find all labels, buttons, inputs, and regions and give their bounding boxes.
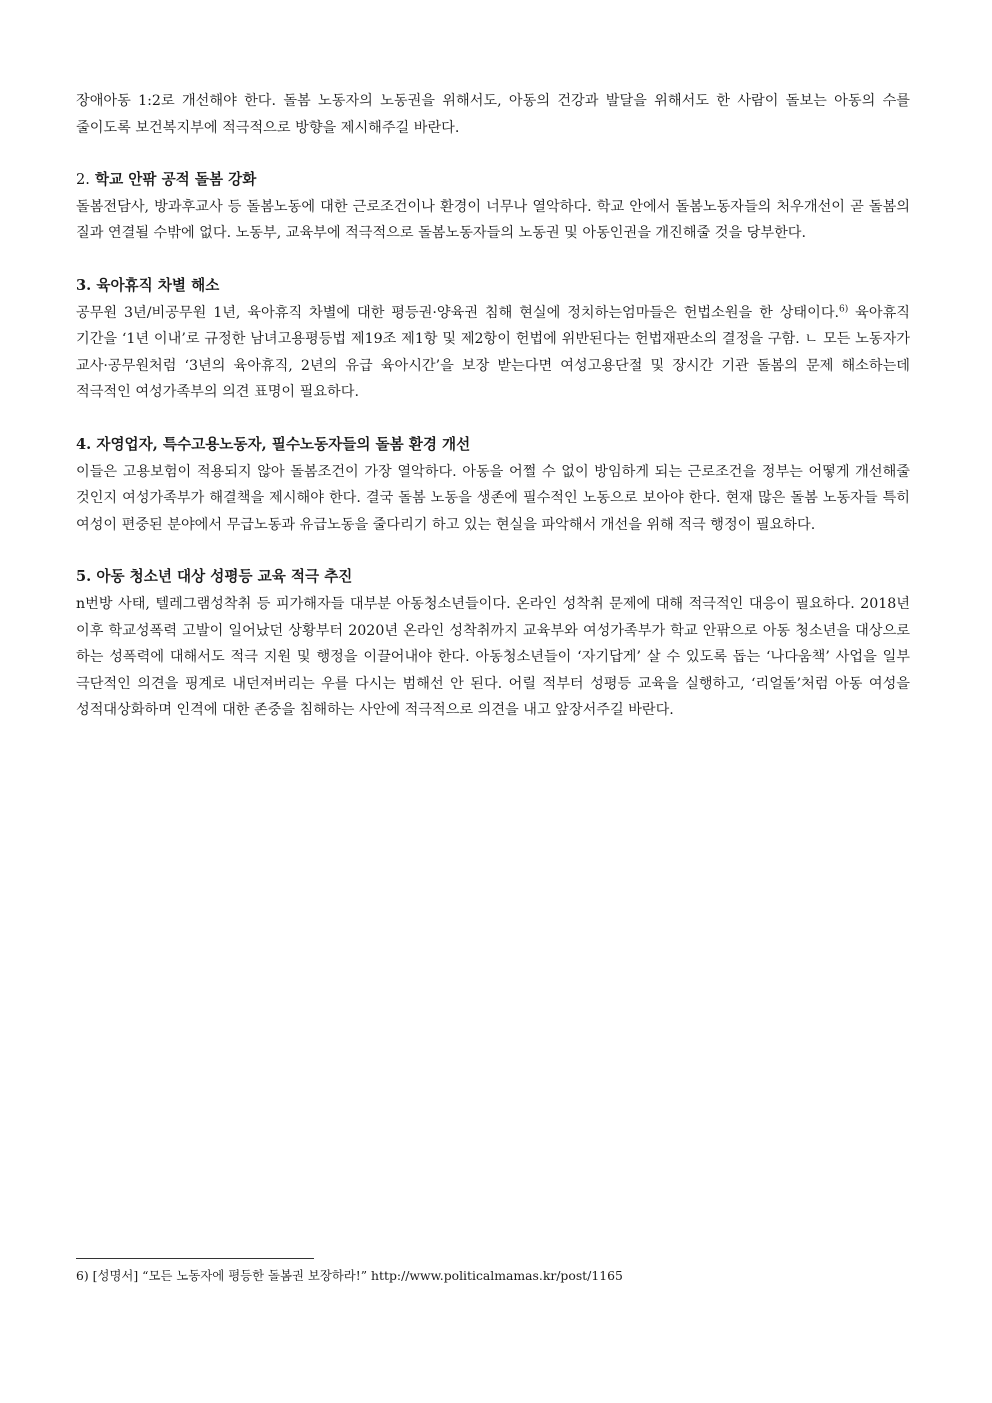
section-5-body: n번방 사태, 텔레그램성착취 등 피가해자들 대부분 아동청소년들이다. 온라인 성착취 문제에 대해 적극적인 대응이 필요하다. 2018년 이후 학교성폭력 고발이 일어났던 상황부터 2020년 온라인 성착취까지 교육부와 여성가족부가 학교 안팎으로 아동 청소년을 대상으로 하는 성폭력에 대해서도 적극 지원 및 행정을 이끌어내야 한다. 아동청소년들이 ‘자기답게’ 살 수 있도록 돕는 ‘나다움책’ 사업을 일부 극단적인 의견을 핑계로 내던져버리는 우를 다시는 범해선 안 된다. 어릴 적부터 성평등 교육을 실행하고, ‘리얼돌’처럼 아동 여성을 성적대상화하며 인격에 대한 존중을 침해하는 사안에 적극적으로 의견을 내고 앞장서주길 바란다. bbox=[76, 595, 910, 719]
document-page bbox=[76, 88, 910, 724]
section-2-number: 2. bbox=[76, 171, 90, 189]
section-3-heading bbox=[76, 273, 910, 300]
section-2 bbox=[76, 167, 910, 247]
section-2-body: 돌봄전담사, 방과후교사 등 돌봄노동에 대한 근로조건이나 환경이 너무나 열악하다. 학교 안에서 돌봄노동자들의 처우개선이 곧 돌봄의 질과 연결될 수밖에 없다. 노동부, 교육부에 적극적으로 돌봄노동자들의 노동권 및 아동인권을 개진해줄 것을 당부한다. bbox=[76, 198, 910, 242]
section-5 bbox=[76, 564, 910, 724]
section-3-body-part1: 공무원 3년/비공무원 1년, 육아휴직 차별에 대한 평등권·양육권 침해 현실에 정치하는엄마들은 헌법소원을 한 상태이다. bbox=[76, 304, 840, 321]
section-2-title: 학교 안팎 공적 돌봄 강화 bbox=[95, 171, 257, 189]
section-3-number: 3. bbox=[76, 276, 92, 294]
section-2-heading bbox=[76, 167, 910, 194]
section-3-body bbox=[76, 300, 910, 406]
section-4-title: 자영업자, 특수고용노동자, 필수노동자들의 돌봄 환경 개선 bbox=[96, 435, 471, 453]
section-5-title: 아동 청소년 대상 성평등 교육 적극 추진 bbox=[96, 568, 353, 586]
section-3-body-part2: 육아휴직 기간을 ‘1년 이내’로 규정한 남녀고용평등법 제19조 제1항 및 제2항이 헌법에 위반된다는 헌법재판소의 결정을 구함. ㄴ 모든 노동자가 교사·공무원처럼 ‘3년의 육아휴직, 2년의 유급 육아시간’을 보장 받는다면 여성고용단절 및 장시간 기관 돌봄의 문제 해소하는데 적극적인 여성가족부의 의견 표명이 필요하다. bbox=[76, 304, 910, 401]
section-4-body: 이들은 고용보험이 적용되지 않아 돌봄조건이 가장 열악하다. 아동을 어쩔 수 없이 방임하게 되는 근로조건을 정부는 어떻게 개선해줄 것인지 여성가족부가 해결책을 제시해야 한다. 결국 돌봄 노동을 생존에 필수적인 노동으로 보아야 한다. 현재 많은 돌봄 노동자들 특히 여성이 편중된 분야에서 무급노동과 유급노동을 줄다리기 하고 있는 현실을 파악해서 개선을 위해 적극 행정이 필요하다. bbox=[76, 463, 910, 533]
footnote-reference: 6) bbox=[839, 303, 849, 314]
section-3-title: 육아휴직 차별 해소 bbox=[96, 276, 220, 294]
footnote-separator bbox=[76, 1258, 314, 1259]
section-4 bbox=[76, 432, 910, 538]
section-4-heading bbox=[76, 432, 910, 459]
section-5-number: 5. bbox=[76, 568, 92, 586]
footnote: 6) [성명서] “모든 노동자에 평등한 돌봄권 보장하라!” http://www.politicalmamas.kr/post/1165 bbox=[76, 1268, 623, 1283]
section-4-number: 4. bbox=[76, 435, 92, 453]
section-5-heading bbox=[76, 564, 910, 591]
intro-paragraph: 장애아동 1:2로 개선해야 한다. 돌봄 노동자의 노동권을 위해서도, 아동의 건강과 발달을 위해서도 한 사람이 돌보는 아동의 수를 줄이도록 보건복지부에 적극적으로 방향을 제시해주길 바란다. bbox=[76, 93, 910, 136]
section-3 bbox=[76, 273, 910, 406]
